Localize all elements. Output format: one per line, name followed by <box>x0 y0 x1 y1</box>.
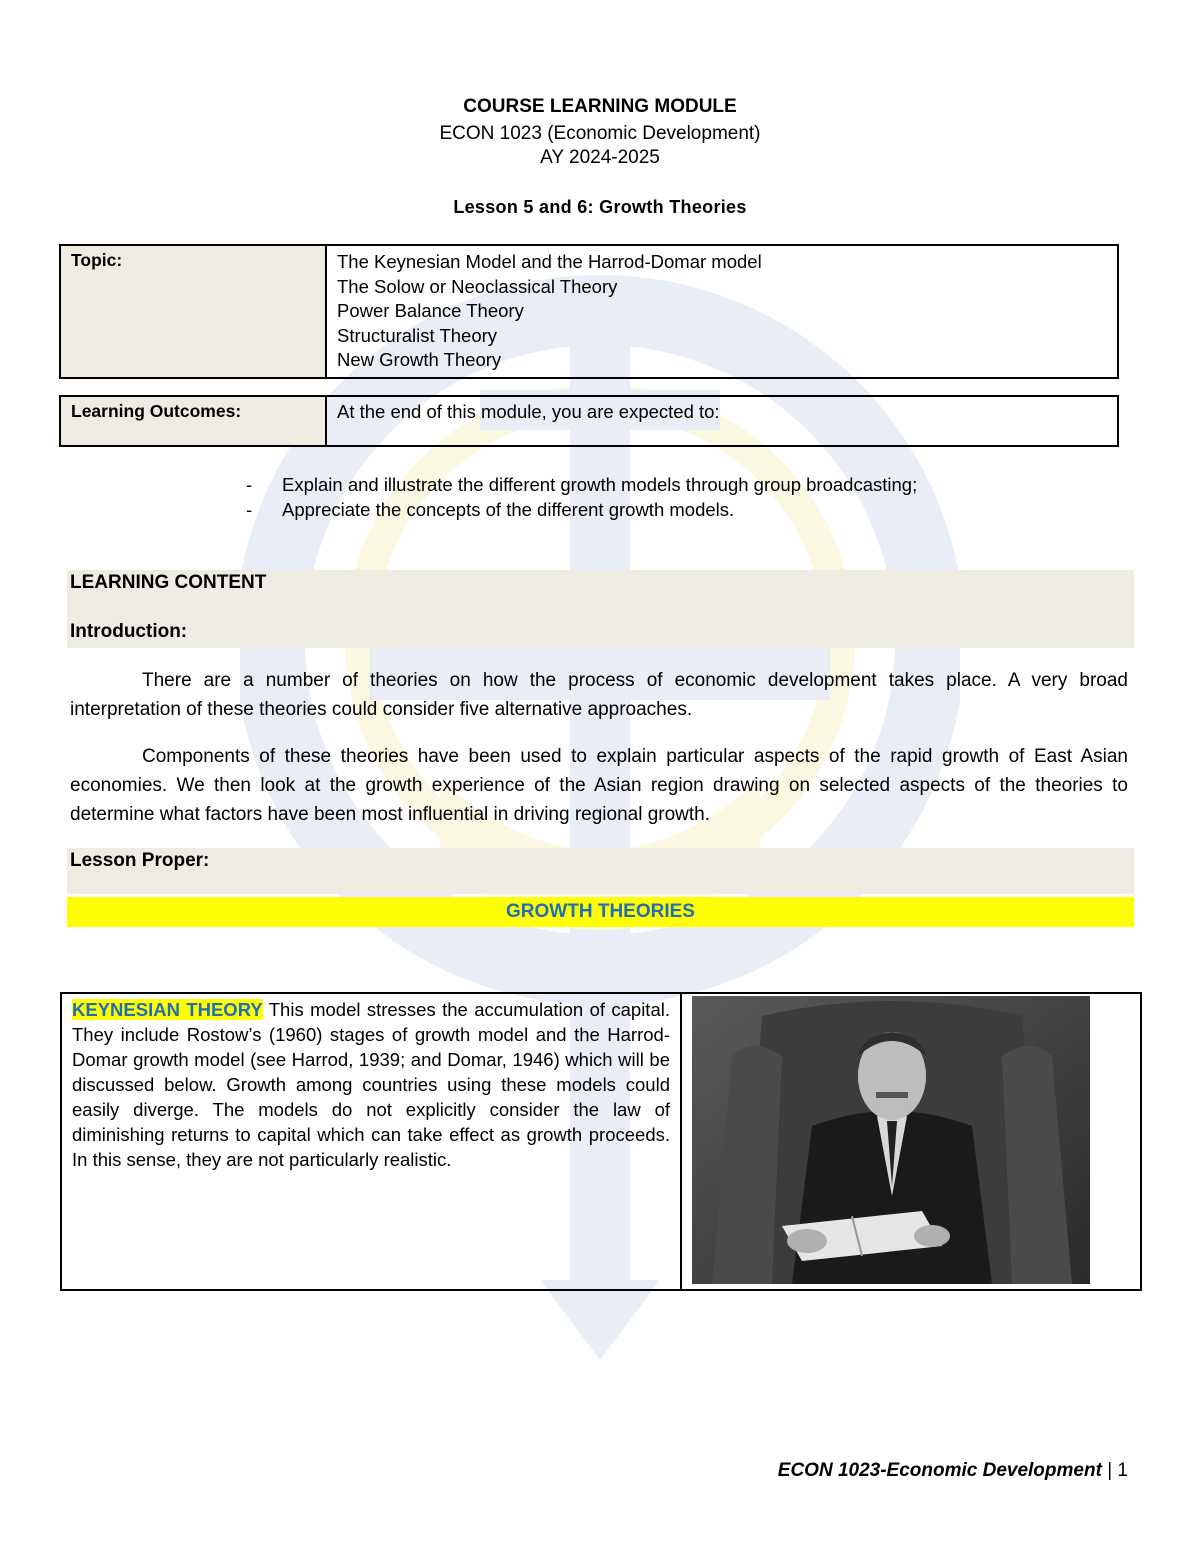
topic-item: Power Balance Theory <box>337 300 524 321</box>
footer-separator: | <box>1101 1460 1118 1481</box>
keynesian-photo-cell <box>681 993 1141 1290</box>
topic-item: The Solow or Neoclassical Theory <box>337 275 618 297</box>
topic-item: The Keynesian Model and the Harrod-Domar model <box>337 251 762 272</box>
topic-list <box>326 245 1118 378</box>
outcomes-list <box>246 472 917 522</box>
list-item <box>246 472 917 497</box>
topic-item: New Growth Theory <box>337 349 502 370</box>
lesson-proper-label: Lesson Proper: <box>70 850 210 871</box>
growth-theories-banner: GROWTH THEORIES <box>67 897 1134 927</box>
paragraph-text: Components of these theories have been used to explain particular aspects of the rapid growth of East Asian economies. We then look at the growth experience of the Asian region drawing on selected aspects of the theories to determine what factors have been most influential in driving regional growth. <box>70 746 1128 825</box>
topic-item: Structuralist Theory <box>337 324 498 346</box>
topic-table <box>59 244 1119 379</box>
paragraph-text: There are a number of theories on how the process of economic development takes place. A very broad interpretation of these theories could consider five alternative approaches. <box>70 670 1128 720</box>
intro-paragraph-1 <box>70 666 1128 724</box>
topic-label: Topic: <box>60 245 326 378</box>
keynes-portrait-photo <box>692 996 1090 1284</box>
intro-paragraph-2 <box>70 742 1128 829</box>
page-footer <box>778 1460 1128 1482</box>
outcome-text: Appreciate the concepts of the different growth models. <box>282 499 735 520</box>
keynesian-body: This model stresses the accumulation of capital. They include Rostow’s (1960) stages of growth model and the Harrod-Domar growth model (see Harrod, 1939; and Domar, 1946) which will be discussed below. Growth among countries using these models could easily diverge. The models do not explicitly consider the law of diminishing returns to capital which can take effect as growth proceeds. In this sense, they are not particularly realistic. <box>72 999 670 1170</box>
outcome-text: Explain and illustrate the different growth models through group broadcasting; <box>282 474 918 495</box>
learning-outcomes-intro: At the end of this module, you are expected to: <box>326 396 1118 446</box>
academic-year: AY 2024-2025 <box>540 147 660 168</box>
introduction-label: Introduction: <box>70 621 188 642</box>
bullet-dash: - <box>246 499 253 520</box>
footer-course-label: ECON 1023-Economic Development <box>777 1460 1102 1481</box>
keynesian-theory-table <box>60 992 1142 1291</box>
lesson-title: Lesson 5 and 6: Growth Theories <box>453 197 747 217</box>
learning-outcomes-table <box>59 395 1119 447</box>
learning-content-heading: LEARNING CONTENT <box>70 572 267 593</box>
keynesian-title: KEYNESIAN THEORY <box>72 999 263 1020</box>
learning-outcomes-label: Learning Outcomes: <box>60 396 326 446</box>
lesson-proper-shade <box>67 848 1134 894</box>
course-name: ECON 1023 (Economic Development) <box>439 123 761 144</box>
keynesian-text-cell <box>61 993 681 1290</box>
module-title: COURSE LEARNING MODULE <box>463 96 737 117</box>
bullet-dash: - <box>246 474 253 495</box>
list-item <box>246 497 917 522</box>
page-number: 1 <box>1117 1460 1128 1481</box>
